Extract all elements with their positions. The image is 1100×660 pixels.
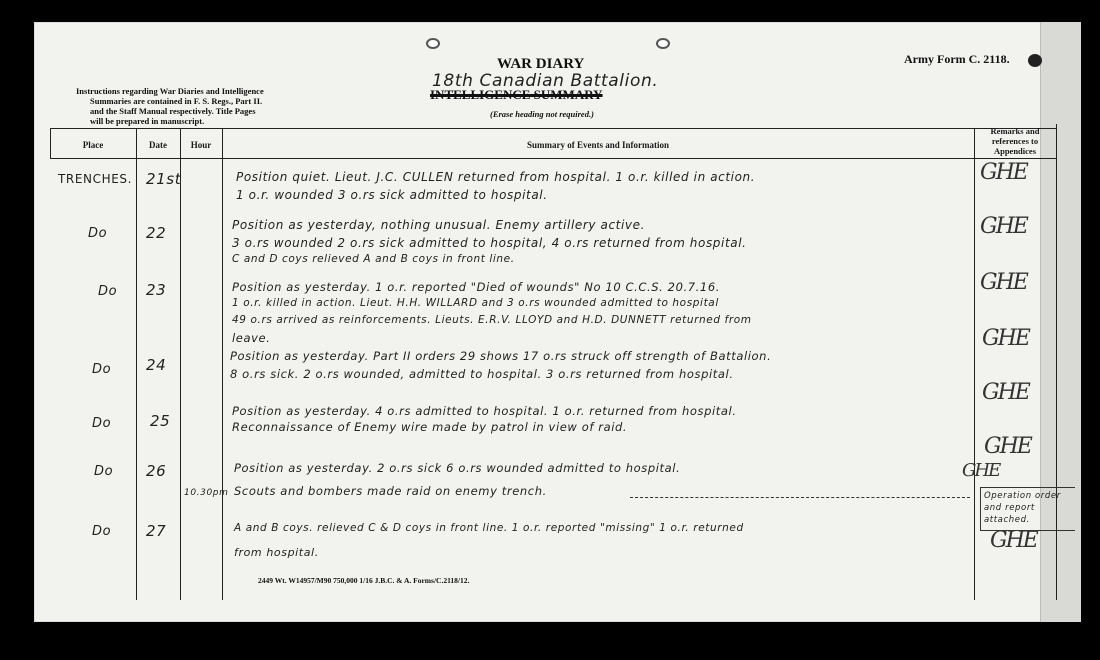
col-header-remarks — [974, 126, 1056, 156]
attachment-note-line: and report — [984, 503, 1035, 513]
attachment-note-line: Operation order — [984, 491, 1061, 501]
entry-place: TRENCHES. — [58, 172, 133, 186]
unit-name: 18th Canadian Battalion. — [432, 71, 659, 91]
attachment-note-line: attached. — [984, 515, 1030, 525]
entry-date: 23 — [146, 281, 167, 299]
remarks-header-line: Appendices — [993, 146, 1037, 156]
entry-date: 27 — [146, 522, 167, 540]
entry-line: Position as yesterday. 2 o.rs sick 6 o.rs wounded admitted to hospital. — [234, 461, 681, 475]
col-header-summary: Summary of Events and Information — [526, 140, 669, 150]
entry-line: 49 o.rs arrived as reinforcements. Lieuts. E.R.V. LLOYD and H.D. DUNNETT returned from — [232, 314, 752, 326]
header-rule — [50, 158, 1056, 159]
entry-line: Scouts and bombers made raid on enemy trench. — [234, 484, 547, 498]
entry-line: 1 o.r. wounded 3 o.rs sick admitted to hospital. — [236, 188, 548, 202]
signature: GHE — [980, 214, 1027, 239]
remarks-header-line: Remarks and — [990, 126, 1040, 136]
entry-line: from hospital. — [234, 546, 319, 559]
signature: GHE — [982, 326, 1029, 351]
signature: GHE — [962, 460, 1000, 481]
entry-line: Position quiet. Lieut. J.C. CULLEN returned from hospital. 1 o.r. killed in action. — [236, 170, 756, 184]
punch-hole — [426, 38, 440, 49]
entry-date: 25 — [150, 412, 171, 430]
instructions-line: Instructions regarding War Diaries and Intelligence — [76, 86, 264, 96]
entry-place: Do — [92, 524, 112, 539]
signature: GHE — [990, 528, 1037, 553]
entry-place: Do — [92, 362, 112, 377]
entry-line: Position as yesterday. Part II orders 29 shows 17 o.rs struck off strength of Battalion. — [230, 349, 772, 363]
entry-hour: 10.30pm — [184, 488, 229, 498]
entry-line: C and D coys relieved A and B coys in front line. — [232, 253, 515, 265]
entry-date: 22 — [146, 224, 167, 242]
instructions-block — [76, 86, 326, 126]
instructions-line: will be prepared in manuscript. — [90, 116, 205, 126]
entry-place: Do — [88, 226, 108, 241]
instructions-line: and the Staff Manual respectively. Title Pages — [90, 106, 256, 116]
signature: GHE — [980, 160, 1027, 185]
entry-line: Position as yesterday. 4 o.rs admitted to hospital. 1 o.r. returned from hospital. — [232, 404, 737, 418]
entry-date: 24 — [146, 356, 167, 374]
entry-place: Do — [98, 284, 118, 299]
col-header-hour: Hour — [190, 140, 212, 150]
entry-line: Reconnaissance of Enemy wire made by patrol in view of raid. — [232, 420, 628, 434]
column-rule — [222, 128, 223, 600]
struck-heading: INTELLIGENCE SUMMARY — [430, 87, 603, 102]
punch-hole — [656, 38, 670, 49]
signature: GHE — [984, 434, 1031, 459]
table-top-rule — [50, 128, 1056, 129]
col-header-date: Date — [149, 140, 167, 150]
entry-line: leave. — [232, 331, 271, 345]
entry-line: 3 o.rs wounded 2 o.rs sick admitted to hospital, 4 o.rs returned from hospital. — [232, 236, 747, 250]
form-number: Army Form C. 2118. — [904, 52, 1010, 66]
entry-date: 26 — [146, 462, 167, 480]
page-title: WAR DIARY — [497, 56, 585, 72]
remarks-header-line: references to — [991, 136, 1039, 146]
entry-line: 8 o.rs sick. 2 o.rs wounded, admitted to hospital. 3 o.rs returned from hospital. — [230, 367, 734, 381]
entry-line: A and B coys. relieved C & D coys in front line. 1 o.r. reported "missing" 1 o.r. returned — [234, 522, 744, 534]
binder-hole — [1028, 54, 1042, 67]
signature: GHE — [980, 270, 1027, 295]
form-imprint: 2449 Wt. W14957/M90 750,000 1/16 J.B.C. & A. Forms/C.2118/12. — [258, 576, 470, 585]
signature: GHE — [982, 380, 1029, 405]
entry-place: Do — [94, 464, 114, 479]
col-header-place: Place — [82, 140, 104, 150]
column-rule — [136, 128, 137, 600]
entry-place: Do — [92, 416, 112, 431]
column-rule — [180, 128, 181, 600]
erase-note: (Erase heading not required.) — [490, 109, 594, 119]
entry-date: 21st — [146, 170, 182, 188]
instructions-line: Summaries are contained in F. S. Regs., Part II. — [90, 96, 263, 106]
entry-line: Position as yesterday, nothing unusual. Enemy artillery active. — [232, 218, 646, 232]
entry-line: Position as yesterday. 1 o.r. reported "Died of wounds" No 10 C.C.S. 20.7.16. — [232, 280, 721, 294]
attachment-note — [984, 490, 1061, 526]
entry-line: 1 o.r. killed in action. Lieut. H.H. WILLARD and 3 o.rs wounded admitted to hospital — [232, 297, 719, 309]
page-curl — [1040, 22, 1081, 622]
dash-leader — [630, 497, 970, 498]
column-rule — [974, 128, 975, 600]
